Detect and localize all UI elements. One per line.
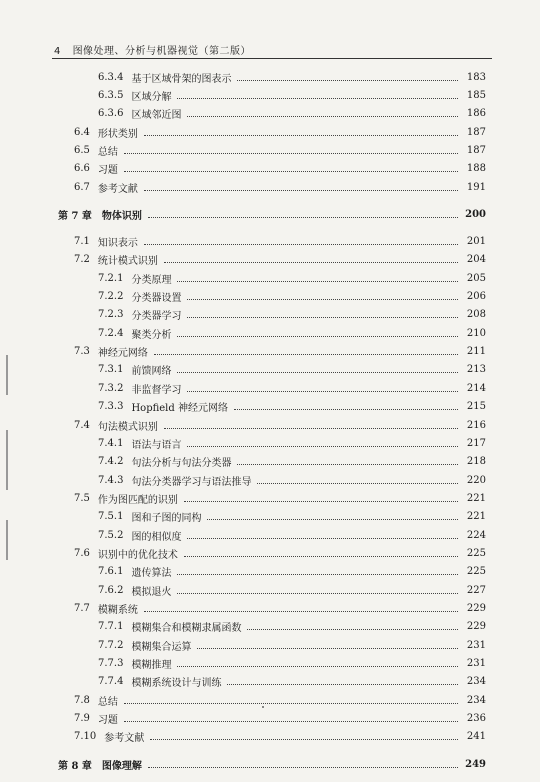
toc-entry-page: 200: [465, 208, 486, 220]
toc-entry-title: 知识表示: [97, 238, 138, 250]
toc-entry-title: 图像理解: [101, 760, 142, 772]
toc-entry: [0, 508, 540, 526]
toc-entry-page: 187: [466, 126, 486, 138]
toc-entry-number: 6.6: [74, 163, 90, 175]
dot-leader: [124, 721, 458, 722]
toc-entry-number: 6.7: [74, 181, 90, 193]
toc-entry-page: 217: [466, 437, 486, 449]
toc-entry: [0, 728, 540, 746]
toc-entry-page: 234: [466, 694, 486, 706]
toc-entry-number: 7.5.1: [98, 511, 124, 523]
toc-chapter-entry: [0, 202, 540, 226]
toc-entry-page: 213: [466, 364, 486, 376]
toc-entry-title: Hopfield 神经元网络: [131, 403, 228, 415]
toc-entry: [0, 563, 540, 581]
toc-entry-title: 语法与语言: [131, 439, 182, 451]
toc-entry-title: 总结: [97, 147, 118, 159]
toc-entry-page: 221: [466, 492, 486, 504]
toc-entry-title: 习题: [97, 715, 118, 727]
toc-entry-number: 7.6: [74, 547, 90, 559]
toc-entry: [0, 232, 540, 250]
toc-entry: [0, 544, 540, 562]
dot-leader: [187, 446, 458, 447]
toc-entry-number: 7.2.4: [98, 327, 124, 339]
dot-leader: [154, 354, 458, 355]
scan-edge-mark: [6, 520, 8, 560]
toc-entry-page: 234: [466, 676, 486, 688]
toc-entry-title: 模糊集合和模糊隶属函数: [131, 623, 242, 635]
toc-entry-page: 231: [466, 657, 486, 669]
toc-entry: [0, 342, 540, 360]
toc-entry: [0, 691, 540, 709]
dot-leader: [177, 98, 458, 99]
toc-entry-page: 206: [466, 291, 486, 303]
toc-entry-number: 7.5: [74, 492, 90, 504]
dot-leader: [187, 317, 458, 318]
dot-leader: [237, 464, 458, 465]
table-of-contents: [0, 68, 540, 782]
toc-entry-page: 231: [466, 639, 486, 651]
toc-entry-title: 物体识别: [101, 210, 142, 222]
toc-entry-title: 分类器设置: [131, 293, 182, 305]
toc-entry: [0, 434, 540, 452]
toc-entry-number: 7.7.4: [98, 676, 124, 688]
toc-entry-title: 遗传算法: [131, 568, 172, 580]
dot-leader: [227, 684, 458, 685]
toc-entry: [0, 287, 540, 305]
toc-entry: [0, 123, 540, 141]
toc-entry-page: 229: [466, 602, 486, 614]
toc-entry-page: 188: [466, 163, 486, 175]
toc-entry-number: 7.7.3: [98, 657, 124, 669]
dot-leader: [164, 262, 458, 263]
toc-entry-page: 185: [466, 90, 486, 102]
toc-entry-page: 225: [466, 547, 486, 559]
toc-entry-page: 186: [466, 108, 486, 120]
toc-entry: [0, 618, 540, 636]
dot-leader: [187, 391, 458, 392]
toc-entry-title: 形状类别: [97, 128, 138, 140]
dot-leader: [177, 336, 458, 337]
toc-entry-title: 前馈网络: [131, 366, 172, 378]
dot-leader: [144, 611, 458, 612]
dot-leader: [144, 244, 458, 245]
toc-entry-number: 7.5.2: [98, 529, 124, 541]
toc-entry: [0, 324, 540, 342]
toc-entry-number: 7.3.2: [98, 382, 124, 394]
toc-entry-number: 7.10: [74, 731, 97, 743]
dot-leader: [257, 483, 458, 484]
toc-entry-number: 7.6.2: [98, 584, 124, 596]
toc-entry-number: 7.4.1: [98, 437, 124, 449]
toc-entry-number: 7.7.1: [98, 621, 124, 633]
toc-entry: [0, 416, 540, 434]
toc-entry-page: 220: [466, 474, 486, 486]
toc-entry-number: 7.7: [74, 602, 90, 614]
toc-entry-number: 7.3.3: [98, 401, 124, 413]
toc-entry-number: 7.7.2: [98, 639, 124, 651]
toc-entry: [0, 526, 540, 544]
toc-entry-page: 241: [466, 731, 486, 743]
dot-leader: [177, 666, 458, 667]
toc-entry: [0, 160, 540, 178]
dot-leader: [187, 299, 458, 300]
toc-entry-page: 211: [466, 346, 486, 358]
toc-entry: [0, 68, 540, 86]
toc-entry: [0, 86, 540, 104]
toc-entry: [0, 141, 540, 159]
toc-entry-page: 204: [466, 254, 486, 266]
toc-entry-title: 模拟退火: [131, 586, 172, 598]
toc-entry-page: 201: [466, 236, 486, 248]
toc-entry: [0, 251, 540, 269]
toc-entry-title: 统计模式识别: [97, 256, 158, 268]
toc-entry-number: 第 7 章: [58, 210, 92, 222]
scan-speck: [262, 706, 264, 708]
toc-entry-title: 非监督学习: [131, 384, 182, 396]
toc-entry-number: 6.3.6: [98, 108, 124, 120]
dot-leader: [187, 116, 458, 117]
toc-entry-title: 区域邻近图: [131, 110, 182, 122]
toc-entry-title: 句法模式识别: [97, 421, 158, 433]
scan-edge-mark: [6, 430, 8, 490]
toc-entry-number: 7.3.1: [98, 364, 124, 376]
toc-entry-title: 区域分解: [131, 92, 172, 104]
dot-leader: [184, 556, 458, 557]
toc-entry-page: 218: [466, 456, 486, 468]
toc-entry-title: 模糊系统: [97, 604, 138, 616]
toc-entry-page: 214: [466, 382, 486, 394]
dot-leader: [177, 593, 458, 594]
toc-entry-page: 224: [466, 529, 486, 541]
dot-leader: [237, 80, 458, 81]
toc-entry-number: 7.1: [74, 236, 90, 248]
toc-entry-number: 7.9: [74, 713, 90, 725]
dot-leader: [207, 519, 458, 520]
toc-entry-number: 7.6.1: [98, 566, 124, 578]
toc-entry: [0, 654, 540, 672]
dot-leader: [177, 372, 458, 373]
toc-entry-page: 210: [466, 327, 486, 339]
toc-entry-title: 基于区域骨架的图表示: [131, 73, 232, 85]
toc-entry: [0, 306, 540, 324]
toc-entry-number: 7.2.1: [98, 272, 124, 284]
dot-leader: [197, 648, 458, 649]
toc-entry-title: 神经元网络: [97, 348, 148, 360]
dot-leader: [144, 190, 458, 191]
dot-leader: [177, 281, 458, 282]
toc-entry: [0, 673, 540, 691]
toc-entry: [0, 636, 540, 654]
toc-entry-title: 聚类分析: [131, 329, 172, 341]
toc-entry-page: 208: [466, 309, 486, 321]
toc-entry-page: 191: [466, 181, 486, 193]
dot-leader: [124, 153, 458, 154]
toc-entry-number: 7.2: [74, 254, 90, 266]
toc-entry: [0, 599, 540, 617]
dot-leader: [234, 409, 458, 410]
dot-leader: [150, 739, 458, 740]
dot-leader: [187, 538, 458, 539]
toc-entry: [0, 398, 540, 416]
toc-entry-number: 6.4: [74, 126, 90, 138]
dot-leader: [124, 703, 458, 704]
toc-entry-page: 249: [465, 758, 486, 770]
toc-entry-page: 205: [466, 272, 486, 284]
toc-entry-page: 236: [466, 713, 486, 725]
toc-entry-title: 习题: [97, 165, 118, 177]
toc-entry: [0, 471, 540, 489]
toc-entry-title: 总结: [97, 696, 118, 708]
toc-entry-page: 221: [466, 511, 486, 523]
toc-entry: [0, 489, 540, 507]
toc-entry-number: 7.3: [74, 346, 90, 358]
toc-entry-title: 模糊系统设计与训练: [131, 678, 222, 690]
toc-entry-number: 6.3.5: [98, 90, 124, 102]
toc-entry-title: 图的相似度: [131, 531, 182, 543]
toc-entry-title: 句法分类器学习与语法推导: [131, 476, 252, 488]
dot-leader: [247, 629, 458, 630]
toc-entry-number: 第 8 章: [58, 760, 92, 772]
toc-entry: [0, 379, 540, 397]
header-page-number: 4: [54, 46, 61, 57]
dot-leader: [164, 428, 458, 429]
toc-entry-title: 分类原理: [131, 274, 172, 286]
toc-entry-number: 6.5: [74, 145, 90, 157]
toc-entry-title: 句法分析与句法分类器: [131, 458, 232, 470]
dot-leader: [184, 501, 458, 502]
scan-edge-mark: [6, 355, 8, 395]
toc-entry-number: 7.4.2: [98, 456, 124, 468]
toc-entry-page: 225: [466, 566, 486, 578]
toc-entry-number: 7.4: [74, 419, 90, 431]
toc-entry: [0, 105, 540, 123]
toc-entry-number: 7.4.3: [98, 474, 124, 486]
toc-entry-page: 183: [466, 71, 486, 83]
header-rule: [52, 58, 492, 59]
dot-leader: [148, 217, 458, 218]
toc-entry-page: 227: [466, 584, 486, 596]
toc-entry-title: 模糊推理: [131, 659, 172, 671]
toc-entry-number: 7.2.2: [98, 291, 124, 303]
dot-leader: [144, 135, 458, 136]
toc-entry-title: 参考文献: [97, 183, 138, 195]
toc-entry-title: 图和子图的同构: [131, 513, 202, 525]
toc-entry-number: 6.3.4: [98, 71, 124, 83]
dot-leader: [124, 171, 458, 172]
toc-entry-page: 229: [466, 621, 486, 633]
toc-entry-title: 分类器学习: [131, 311, 182, 323]
toc-entry-title: 作为图匹配的识别: [97, 494, 178, 506]
dot-leader: [148, 767, 458, 768]
toc-entry-title: 模糊集合运算: [131, 641, 192, 653]
toc-entry-number: 7.2.3: [98, 309, 124, 321]
header-book-title: 图像处理、分析与机器视觉（第二版）: [72, 46, 252, 57]
toc-entry: [0, 178, 540, 196]
toc-entry-page: 215: [466, 401, 486, 413]
toc-entry-title: 参考文献: [104, 733, 145, 745]
toc-entry: [0, 361, 540, 379]
toc-chapter-entry: [0, 752, 540, 776]
toc-entry-page: 216: [466, 419, 486, 431]
toc-entry: [0, 269, 540, 287]
running-header: [54, 42, 494, 57]
toc-entry: [0, 453, 540, 471]
toc-entry-number: 7.8: [74, 694, 90, 706]
dot-leader: [177, 574, 458, 575]
toc-entry-page: 187: [466, 145, 486, 157]
toc-entry: [0, 709, 540, 727]
toc-entry: [0, 581, 540, 599]
toc-entry-title: 识别中的优化技术: [97, 549, 178, 561]
